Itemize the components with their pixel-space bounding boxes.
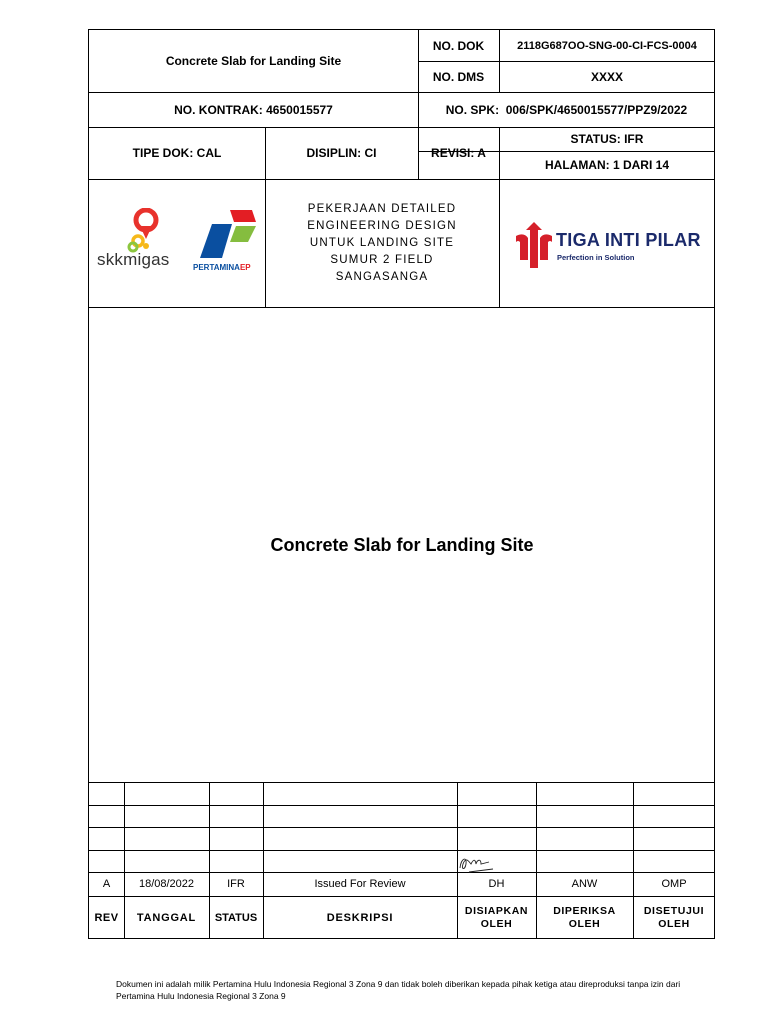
header-line: OLEH [568, 917, 601, 930]
status-header: STATUS [214, 911, 258, 924]
rule [89, 827, 715, 828]
rule [89, 782, 715, 783]
rule [89, 805, 715, 806]
pertamina-text: PERTAMINA [193, 263, 240, 272]
status: STATUS: IFR [570, 132, 644, 146]
tiga-inti-pilar-logo [514, 220, 709, 270]
no-dms-value: XXXX [590, 69, 623, 84]
prepared-by-header [457, 896, 536, 939]
signature-scribble-icon [457, 852, 497, 874]
skkmigas-logo [95, 208, 187, 274]
document-title: Concrete Slab for Landing Site [165, 54, 342, 68]
ownership-notice: Dokumen ini adalah milik Pertamina Hulu Indonesia Regional 3 Zona 9 dan tidak boleh diberikan kepada pihak ketiga atau direproduksi tanpa izin dari Pertamina Hulu Indonesia Regional 3 Zona 9 [116, 979, 681, 1001]
project-line: UNTUK LANDING SITE [309, 236, 455, 249]
pertamina-ep-text: EP [239, 263, 251, 272]
skkmigas-wordmark: skkmigas [97, 250, 170, 269]
date-cell: 18/08/2022 [138, 878, 195, 890]
checked-by-cell: ANW [571, 878, 598, 890]
status-cell: IFR [227, 878, 245, 890]
header-line: OLEH [658, 917, 690, 930]
rev-cell: A [102, 878, 111, 890]
prepared-by-cell: DH [488, 878, 505, 890]
header-line: DIPERIKSA [553, 904, 616, 917]
project-line: PEKERJAAN DETAILED [307, 202, 457, 215]
tiga-inti-pilar-emblem-icon [514, 220, 554, 270]
checked-by-header [536, 896, 633, 939]
rule [89, 850, 715, 851]
contract-number: NO. KONTRAK: 4650015577 [174, 102, 333, 117]
rev-header: REV [94, 911, 119, 924]
discipline: DISIPLIN: CI [306, 146, 377, 160]
date-header: TANGGAL [136, 911, 197, 924]
header-line: DISETUJUI [643, 904, 705, 917]
no-dok-value: 2118G687OO-SNG-00-CI-FCS-0004 [517, 39, 697, 52]
project-description [265, 179, 499, 307]
description-header: DESKRIPSI [326, 911, 394, 924]
project-line: SANGASANGA [335, 270, 429, 283]
pertamina-ep-logo [192, 208, 264, 278]
page-count: HALAMAN: 1 DARI 14 [544, 158, 669, 172]
document-cover-sheet [88, 29, 715, 939]
approved-by-cell: OMP [661, 878, 687, 890]
no-dok-label: NO. DOK [432, 38, 485, 53]
rule [499, 179, 500, 307]
revision: REVISI: A [431, 146, 486, 160]
spk-number: NO. SPK: 006/SPK/4650015577/PPZ9/2022 [445, 102, 688, 117]
pertamina-emblem-icon [194, 208, 260, 260]
project-line: ENGINEERING DESIGN [307, 219, 457, 232]
tiga-inti-pilar-tagline: Perfection in Solution [557, 253, 635, 262]
document-type: TIPE DOK: CAL [132, 146, 222, 160]
skkmigas-emblem-icon [95, 208, 187, 254]
description-cell: Issued For Review [314, 878, 406, 890]
header-line: OLEH [480, 917, 513, 930]
pertamina-wordmark [193, 263, 251, 272]
project-line: SUMUR 2 FIELD [330, 253, 434, 266]
approved-by-header [633, 896, 715, 939]
tiga-inti-pilar-wordmark: TIGA INTI PILAR [556, 230, 701, 250]
main-title: Concrete Slab for Landing Site [270, 534, 534, 555]
header-line: DISIAPKAN [464, 904, 529, 917]
no-dms-label: NO. DMS [432, 69, 485, 84]
